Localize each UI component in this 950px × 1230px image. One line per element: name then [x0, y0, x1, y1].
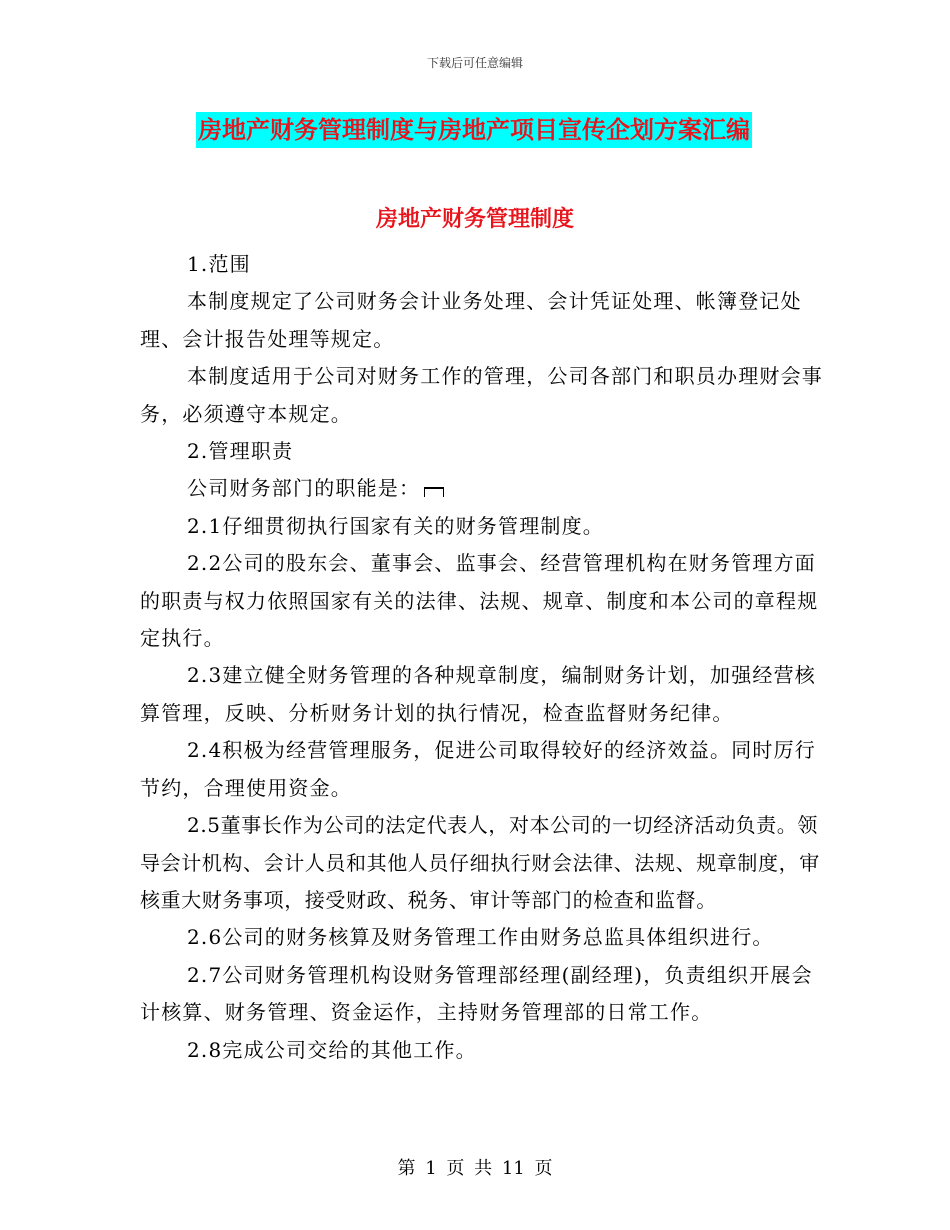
paragraph-2-3: 2.3建立健全财务管理的各种规章制度，编制财务计划，加强经营核算管理，反映、分析财务计划的执行情况，检查监督财务纪律。 — [140, 663, 817, 725]
paragraph-2-6: 2.6公司的财务核算及财务管理工作由财务总监具体组织进行。 — [187, 925, 774, 950]
paragraph-duties-intro — [140, 470, 830, 507]
paragraph-2-8: 2.8完成公司交给的其他工作。 — [187, 1037, 477, 1062]
paragraph-2-7: 2.7公司财务管理机构设财务管理部经理(副经理)，负责组织开展会计核算、财务管理、资金运作，主持财务管理部的日常工作。 — [140, 962, 813, 1025]
paragraph-scope-heading: 1.范围 — [187, 252, 251, 276]
paragraph-duties-heading: 2.管理职责 — [187, 439, 294, 464]
duties-intro-text: 公司财务部门的职能是： — [187, 476, 421, 501]
paragraph-2-4: 2.4积极为经营管理服务，促进公司取得较好的经济效益。同时厉行节约，合理使用资金。 — [140, 738, 817, 800]
paragraph-2-5: 2.5董事长作为公司的法定代表人，对本公司的一切经济活动负责。领导会计机构、会计人员和其他人员仔细执行财会法律、法规、规章制度，审核重大财务事项，接受财政、税务、审计等部门的检查和监督。 — [140, 813, 820, 912]
header-note: 下载后可任意编辑 — [426, 56, 523, 70]
paragraph-scope-1: 本制度规定了公司财务会计业务处理、会计凭证处理、帐簿登记处理、会计报告处理等规定。 — [140, 289, 802, 351]
document-title: 房地产财务管理制度与房地产项目宣传企划方案汇编 — [196, 112, 752, 148]
bracket-mark-icon — [424, 487, 444, 497]
page-footer: 第 1 页 共 11 页 — [397, 1158, 553, 1179]
paragraph-2-1: 2.1仔细贯彻执行国家有关的财务管理制度。 — [187, 513, 605, 538]
section-title: 房地产财务管理制度 — [375, 206, 574, 232]
document-body — [140, 246, 830, 1069]
paragraph-scope-2: 本制度适用于公司对财务工作的管理，公司各部门和职员办理财会事务，必须遵守本规定。 — [140, 364, 823, 426]
paragraph-2-2: 2.2公司的股东会、董事会、监事会、经营管理机构在财务管理方面的职责与权力依照国家有关的法律、法规、规章、制度和本公司的章程规定执行。 — [140, 551, 819, 651]
